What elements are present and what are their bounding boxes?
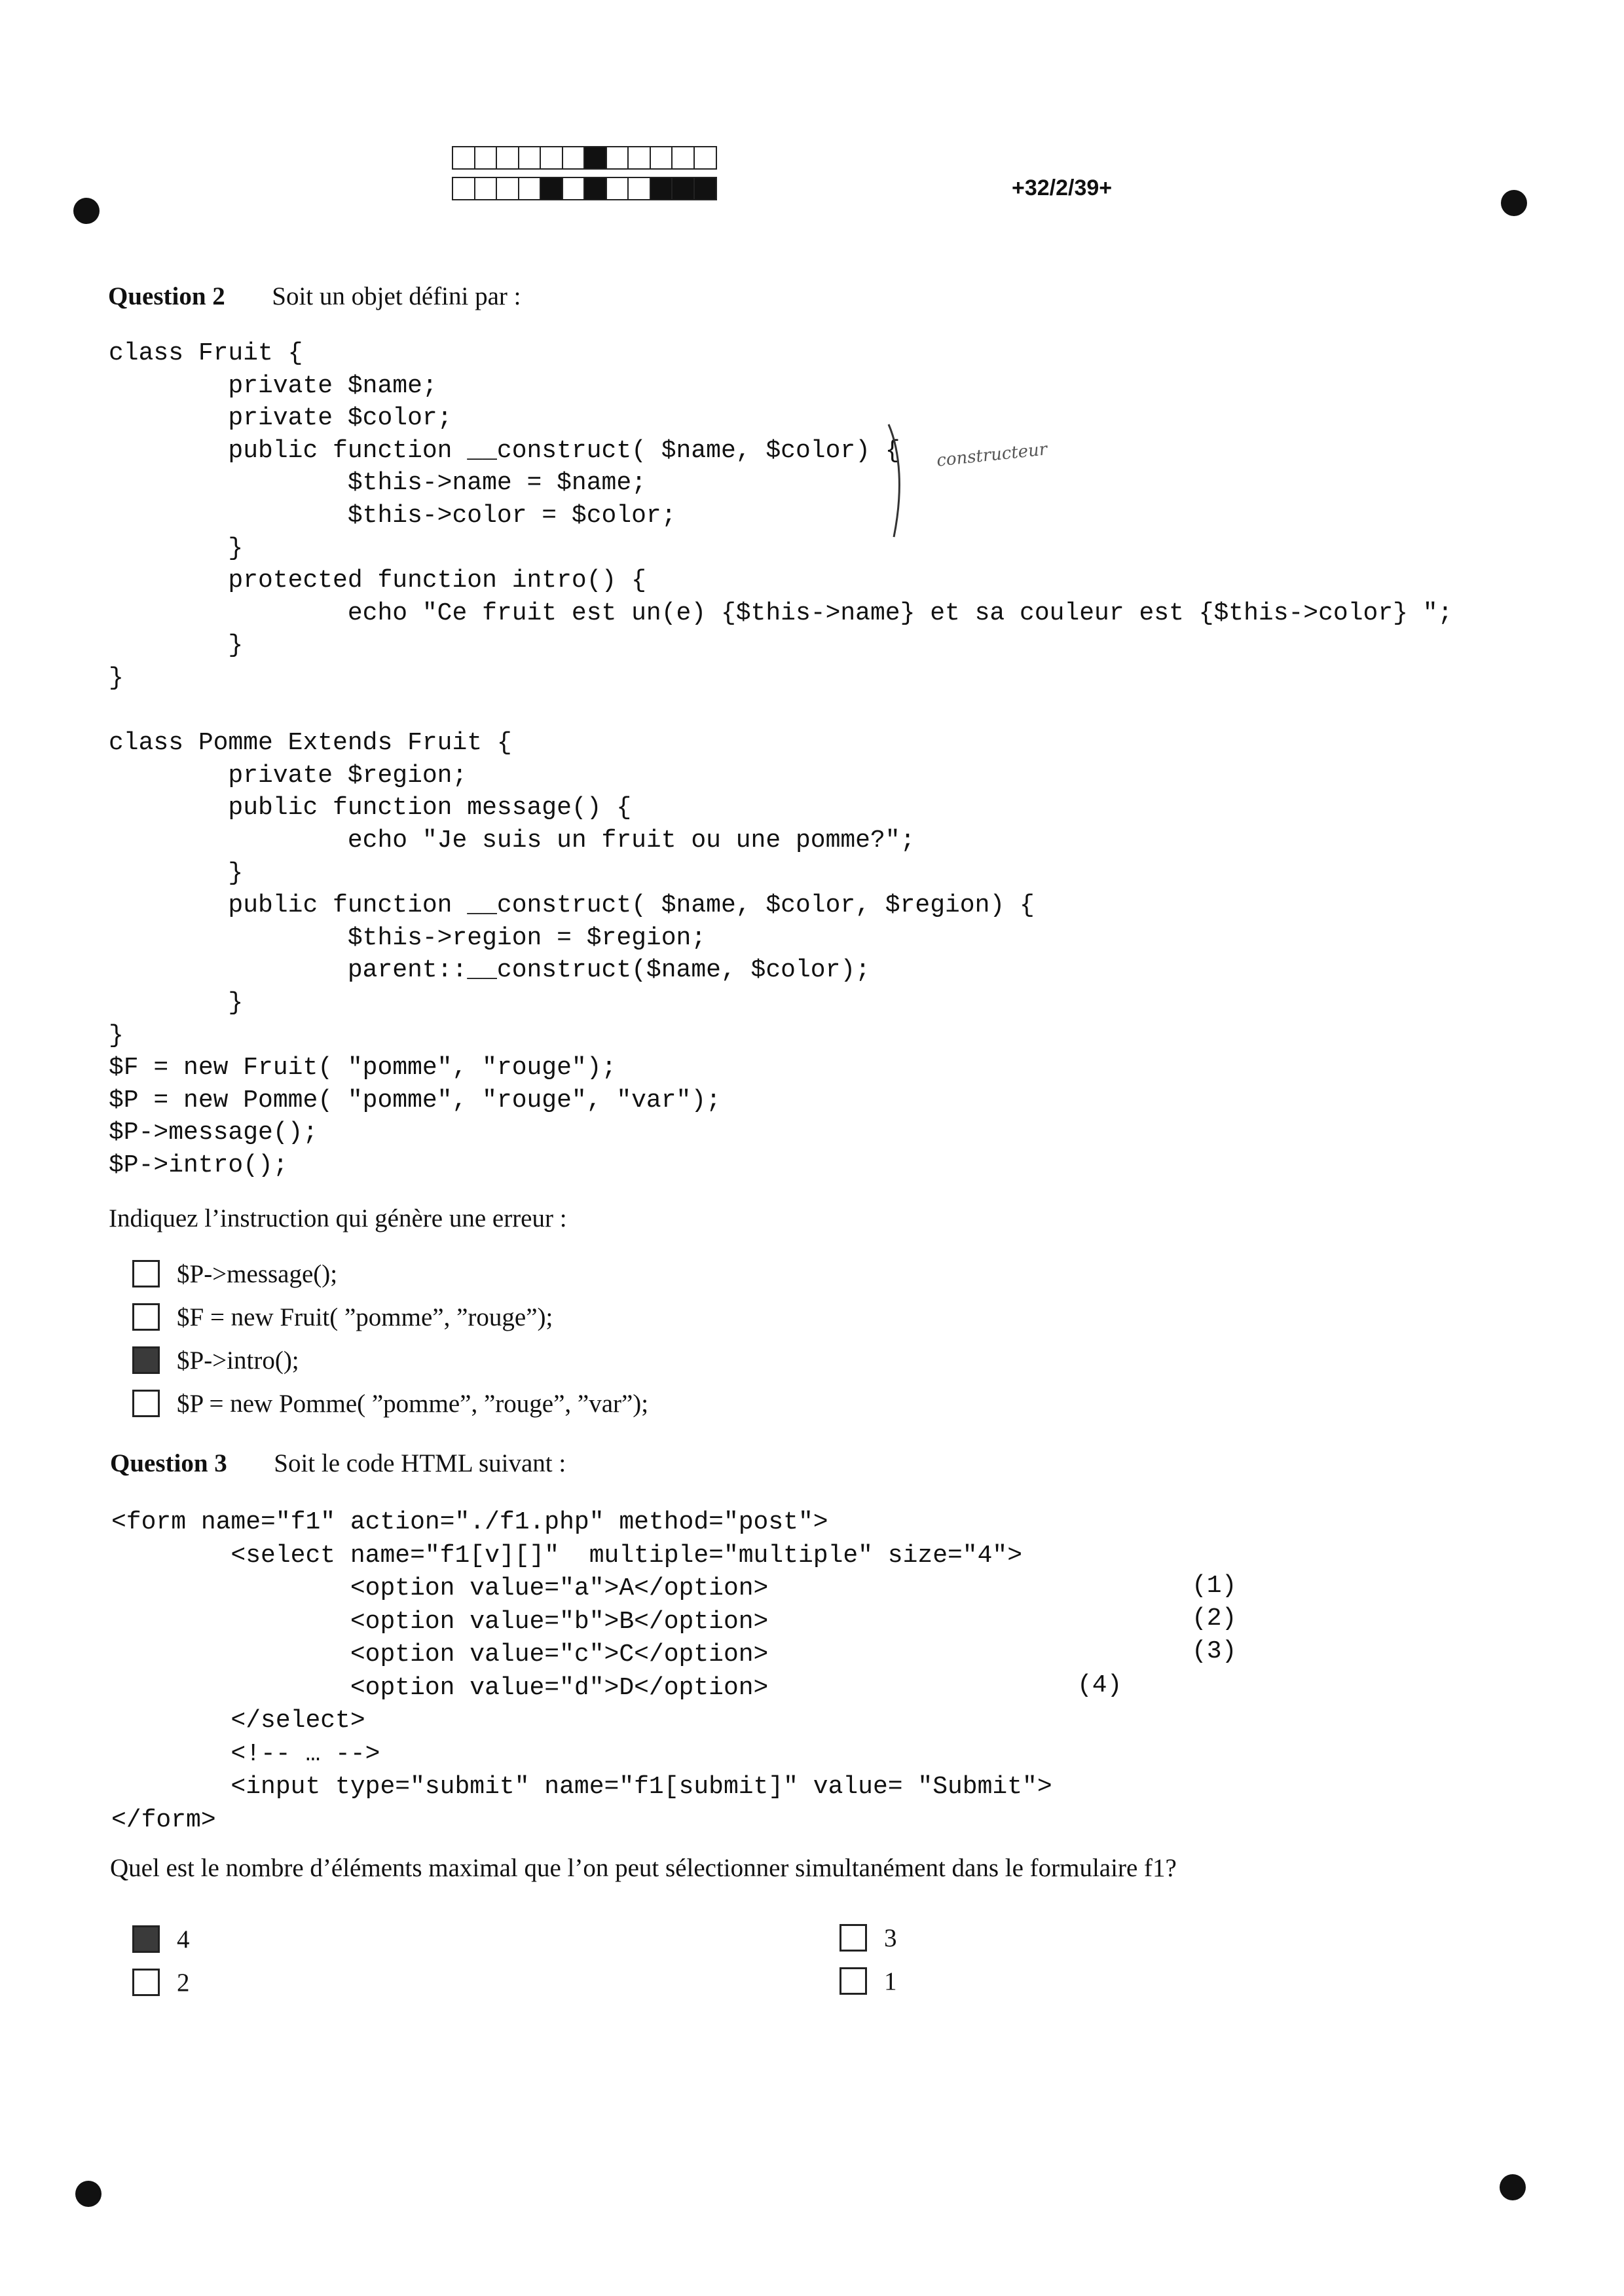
id-marks-row-1: [452, 146, 715, 170]
q2-option-3-checkbox[interactable]: [132, 1346, 160, 1374]
q2-option-2-checkbox[interactable]: [132, 1303, 160, 1331]
id-marks-row-2: [452, 177, 715, 200]
registration-dot-bottom-right: [1500, 2174, 1526, 2200]
code-line: <option value="b">B</option>: [111, 1607, 769, 1636]
id-mark-cell: [671, 177, 695, 200]
question-2-label: Question 2: [108, 282, 225, 310]
code-line: }: [109, 631, 244, 660]
registration-dot-top-left: [73, 198, 100, 224]
code-line: class Pomme Extends Fruit {: [109, 729, 512, 758]
code-line: private $color;: [109, 404, 452, 433]
id-mark-cell: [496, 177, 519, 200]
code-line: $P->intro();: [109, 1151, 288, 1179]
code-line: }: [109, 989, 244, 1017]
q2-option-4-label: $P = new Pomme( ”pomme”, ”rouge”, ”var”);: [177, 1390, 649, 1418]
registration-dot-bottom-left: [75, 2181, 101, 2207]
code-line: <option value="d">D</option>: [111, 1673, 769, 1702]
code-line: </form>: [111, 1805, 216, 1834]
id-mark-cell: [583, 177, 607, 200]
id-mark-cell: [583, 146, 607, 170]
handwritten-bracket: [874, 419, 913, 544]
code-line: $this->name = $name;: [109, 469, 646, 498]
id-mark-cell: [562, 177, 585, 200]
question-3-label: Question 3: [110, 1449, 227, 1477]
id-mark-cell: [496, 146, 519, 170]
id-mark-cell: [671, 146, 695, 170]
q3-option-3-checkbox[interactable]: [132, 1969, 160, 1996]
code-line: <!-- … -->: [111, 1739, 380, 1768]
q3-option-2-label: 3: [884, 1924, 897, 1952]
id-mark-cell: [540, 146, 563, 170]
question-2-question: Indiquez l’instruction qui génère une erreur :: [109, 1204, 567, 1232]
q2-option-2-label: $F = new Fruit( ”pomme”, ”rouge”);: [177, 1303, 553, 1331]
q3-option-1-checkbox[interactable]: [132, 1925, 160, 1953]
code-line: <select name="f1[v][]" multiple="multiple" size="4">: [111, 1541, 1023, 1570]
question-3-heading: [110, 1449, 566, 1478]
q3-option-3-label: 2: [177, 1969, 190, 1997]
q3-option-2-checkbox[interactable]: [840, 1924, 867, 1952]
question-3-question: Quel est le nombre d’éléments maximal que l’on peut sélectionner simultanément dans le formulaire f1?: [110, 1854, 1177, 1882]
id-mark-cell: [562, 146, 585, 170]
code-line: parent::__construct($name, $color);: [109, 956, 870, 985]
id-mark-cell: [518, 146, 542, 170]
id-mark-cell: [452, 146, 475, 170]
q2-option-3-label: $P->intro();: [177, 1346, 299, 1375]
q3-option-4-label: 1: [884, 1967, 897, 1995]
id-mark-cell: [518, 177, 542, 200]
code-line: <option value="c">C</option>: [111, 1640, 769, 1669]
id-mark-cell: [474, 146, 498, 170]
line-ref-4: (4): [1077, 1671, 1122, 1699]
code-line: </select>: [111, 1707, 365, 1735]
code-line: <input type="submit" name="f1[submit]" value= "Submit">: [111, 1773, 1052, 1801]
code-line: protected function intro() {: [109, 566, 646, 595]
id-mark-cell: [627, 146, 651, 170]
question-2-prompt: Soit un objet défini par :: [272, 282, 521, 310]
line-ref-1: (1): [1192, 1572, 1237, 1600]
code-line: }: [109, 1021, 124, 1050]
code-line: }: [109, 859, 244, 887]
code-line: public function __construct( $name, $color, $region) {: [109, 891, 1035, 920]
q2-option-4-checkbox[interactable]: [132, 1390, 160, 1417]
code-line: public function message() {: [109, 794, 632, 823]
code-line: private $region;: [109, 761, 468, 790]
id-mark-cell: [693, 146, 717, 170]
id-mark-cell: [693, 177, 717, 200]
registration-dot-top-right: [1501, 190, 1527, 216]
code-line: $F = new Fruit( "pomme", "rouge");: [109, 1054, 617, 1083]
code-line: echo "Je suis un fruit ou une pomme?";: [109, 826, 915, 855]
id-mark-cell: [650, 146, 673, 170]
code-line: <option value="a">A</option>: [111, 1574, 769, 1602]
q3-option-1-label: 4: [177, 1925, 190, 1953]
code-line: echo "Ce fruit est un(e) {$this->name} et sa couleur est {$this->color} ";: [109, 599, 1453, 627]
code-line: private $name;: [109, 371, 437, 400]
q3-option-4-checkbox[interactable]: [840, 1967, 867, 1995]
code-line: public function __construct( $name, $color) {: [109, 436, 900, 465]
id-mark-cell: [540, 177, 563, 200]
handwritten-annotation: constructeur: [935, 439, 1048, 471]
code-line: <form name="f1" action="./f1.php" method="post">: [111, 1508, 828, 1536]
line-ref-2: (2): [1192, 1604, 1237, 1633]
id-mark-cell: [452, 177, 475, 200]
id-mark-cell: [474, 177, 498, 200]
code-line: $P->message();: [109, 1119, 318, 1147]
id-mark-cell: [606, 146, 629, 170]
page-code: +32/2/39+: [1012, 176, 1113, 200]
id-mark-cell: [606, 177, 629, 200]
question-3-prompt: Soit le code HTML suivant :: [274, 1449, 566, 1477]
q2-option-1-label: $P->message();: [177, 1260, 338, 1288]
code-line: class Fruit {: [109, 339, 303, 367]
code-line: $this->color = $color;: [109, 502, 676, 530]
id-mark-cell: [627, 177, 651, 200]
code-line: }: [109, 664, 124, 692]
q2-option-1-checkbox[interactable]: [132, 1260, 160, 1287]
code-line: $P = new Pomme( "pomme", "rouge", "var");: [109, 1086, 721, 1115]
code-line: }: [109, 534, 244, 563]
id-mark-cell: [650, 177, 673, 200]
line-ref-3: (3): [1192, 1637, 1237, 1665]
question-2-heading: [108, 282, 521, 311]
code-line: $this->region = $region;: [109, 923, 707, 952]
